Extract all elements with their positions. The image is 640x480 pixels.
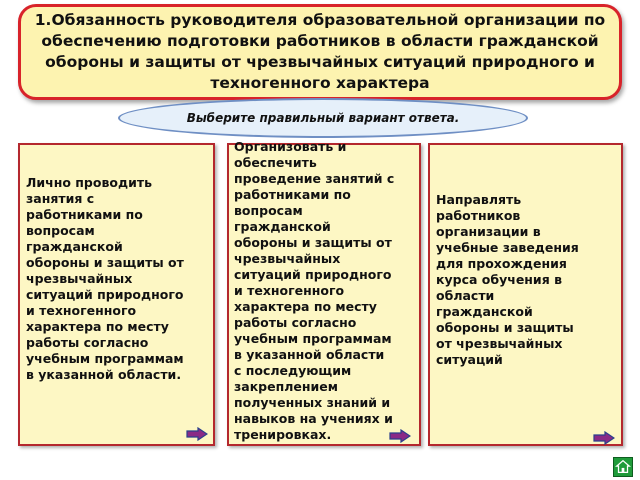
answer-option-3-text: Направлять работников организации в учебные заведения для прохождения курса обучения в области гражданской обороны и защиты от чрезвычайных ситуаций xyxy=(436,192,579,367)
home-icon[interactable] xyxy=(613,457,633,477)
answer-option-1[interactable] xyxy=(18,143,215,446)
next-arrow-icon[interactable] xyxy=(593,431,615,445)
instruction-ellipse xyxy=(118,98,528,138)
answer-option-2[interactable] xyxy=(227,139,421,446)
question-title-text: 1.Обязанность руководителя образовательной организации по обеспечению подготовки работников в области гражданской обороны и защиты от чрезвычайных ситуаций природного и техногенного характера xyxy=(34,11,606,92)
question-title xyxy=(18,4,622,100)
next-arrow-icon[interactable] xyxy=(186,427,208,441)
answer-option-3[interactable] xyxy=(428,143,623,446)
next-arrow-icon[interactable] xyxy=(389,429,411,443)
instruction-text: Выберите правильный вариант ответа. xyxy=(186,110,460,125)
answer-option-1-text: Лично проводить занятия с работниками по вопросам гражданской обороны и защиты от чрезвычайных ситуаций природного и техногенного характера по месту работы согласно учебным программам в указанной области. xyxy=(26,175,184,382)
answer-option-2-text: Организовать и обеспечить проведение занятий с работниками по вопросам гражданской обороны и защиты от чрезвычайных ситуаций природного и техногенного характера по месту работы согласно учебным программам в указанной области с последующим закреплением полученных знаний и навыков на учениях и тренировках. xyxy=(234,139,395,442)
